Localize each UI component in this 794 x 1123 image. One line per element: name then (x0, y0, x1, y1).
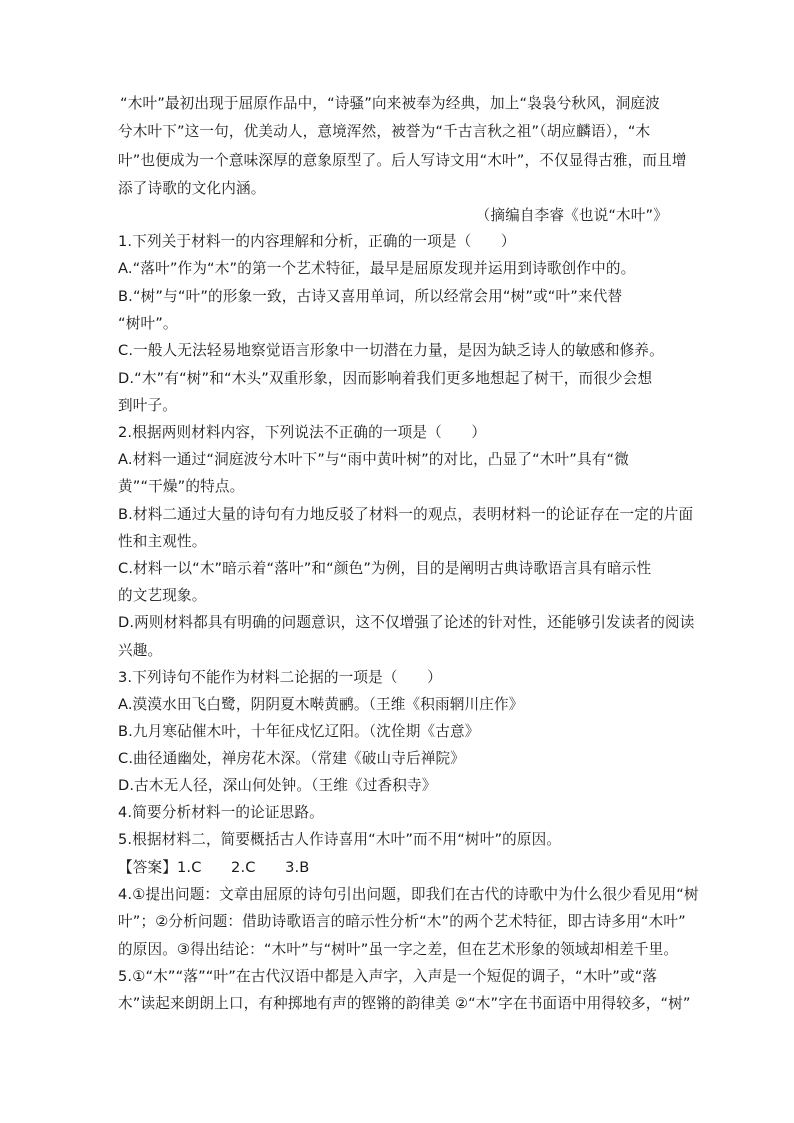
answer-4: 4.①提出问题：文章由屈原的诗句引出问题，即我们在古代的诗歌中为什么很少看见用“树 (118, 886, 699, 903)
option-c: C.曲径通幽处，禅房花木深。（常建《破山寺后禅院》 (118, 750, 465, 767)
text-line: “木叶”最初出现于屈原作品中，“诗骚”向来被奉为经典，加上“袅袅兮秋风，洞庭波 (120, 95, 660, 112)
question-2: 2.根据两则材料内容，下列说法不正确的一项是（ ） (118, 424, 487, 441)
option-b: B.九月寒砧催木叶，十年征戍忆辽阳。（沈佺期《古意》 (118, 723, 480, 740)
question-3: 3.下列诗句不能作为材料二论据的一项是（ ） (118, 669, 442, 686)
option-b-cont: 性和主观性。 (118, 533, 207, 550)
question-4: 4.简要分析材料一的论证思路。 (118, 804, 324, 821)
answer-heading: 【答案】1.C 2.C 3.B (118, 859, 310, 876)
text-line: 添了诗歌的文化内涵。 (118, 180, 266, 197)
option-b: B.材料二通过大量的诗句有力地反驳了材料一的观点，表明材料一的论证存在一定的片面 (118, 506, 694, 523)
text-line: 兮木叶下”这一句，优美动人，意境浑然，被誉为“千古言秋之祖”（胡应麟语），“木 (118, 123, 651, 140)
answer-5-cont: 木”读起来朗朗上口，有种掷地有声的铿锵的韵律美 ②“木”字在书面语中用得较多，“树” (118, 995, 691, 1012)
answer-4-cont: 的原因。③得出结论：“木叶”与“树叶”虽一字之差，但在艺术形象的领域却相差千里。 (118, 941, 679, 958)
source-citation: （摘编自李睿《也说“木叶”》 (475, 207, 668, 224)
option-c-cont: 的文艺现象。 (118, 587, 207, 604)
option-d: D.“木”有“树”和“木头”双重形象，因而影响着我们更多地想起了树干，而很少会想 (118, 370, 653, 387)
option-d-cont: 到叶子。 (118, 397, 177, 414)
question-5: 5.根据材料二，简要概括古人作诗喜用“木叶”而不用“树叶”的原因。 (118, 831, 562, 848)
question-1: 1.下列关于材料一的内容理解和分析，正确的一项是（ ） (118, 233, 516, 250)
option-a: A.漠漠水田飞白鹭，阴阴夏木啭黄鹂。（王维《积雨辋川庄作》 (118, 696, 524, 713)
option-b: B.“树”与“叶”的形象一致，古诗又喜用单词，所以经常会用“树”或“叶”来代替 (118, 288, 623, 305)
option-a-cont: 黄”“干燥”的特点。 (118, 478, 245, 495)
option-c: C.一般人无法轻易地察觉语言形象中一切潜在力量，是因为缺乏诗人的敏感和修养。 (118, 342, 664, 359)
option-d: D.两则材料都具有明确的问题意识，这不仅增强了论述的针对性，还能够引发读者的阅读 (118, 614, 695, 631)
option-b-cont: “树叶”。 (118, 315, 178, 332)
option-d-cont: 兴趣。 (118, 642, 163, 659)
option-a: A.“落叶”作为“木”的第一个艺术特征，最早是屈原发现并运用到诗歌创作中的。 (118, 260, 636, 277)
option-d: D.古木无人径，深山何处钟。（王维《过香积寺》 (118, 777, 437, 794)
option-c: C.材料一以“木”暗示着“落叶”和“颜色”为例，目的是阐明古典诗歌语言具有暗示性 (118, 560, 652, 577)
text-line: 叶”也便成为一个意味深厚的意象原型了。后人写诗文用“木叶”，不仅显得古雅，而且增 (118, 152, 687, 169)
option-a: A.材料一通过“洞庭波兮木叶下”与“雨中黄叶树”的对比，凸显了“木叶”具有“微 (118, 451, 629, 468)
answer-4-cont: 叶”；②分析问题：借助诗歌语言的暗示性分析“木”的两个艺术特征，即古诗多用“木叶” (118, 913, 686, 930)
answer-5: 5.①“木”“落”“叶”在古代汉语中都是入声字，入声是一个短促的调子，“木叶”或“落 (118, 968, 658, 985)
